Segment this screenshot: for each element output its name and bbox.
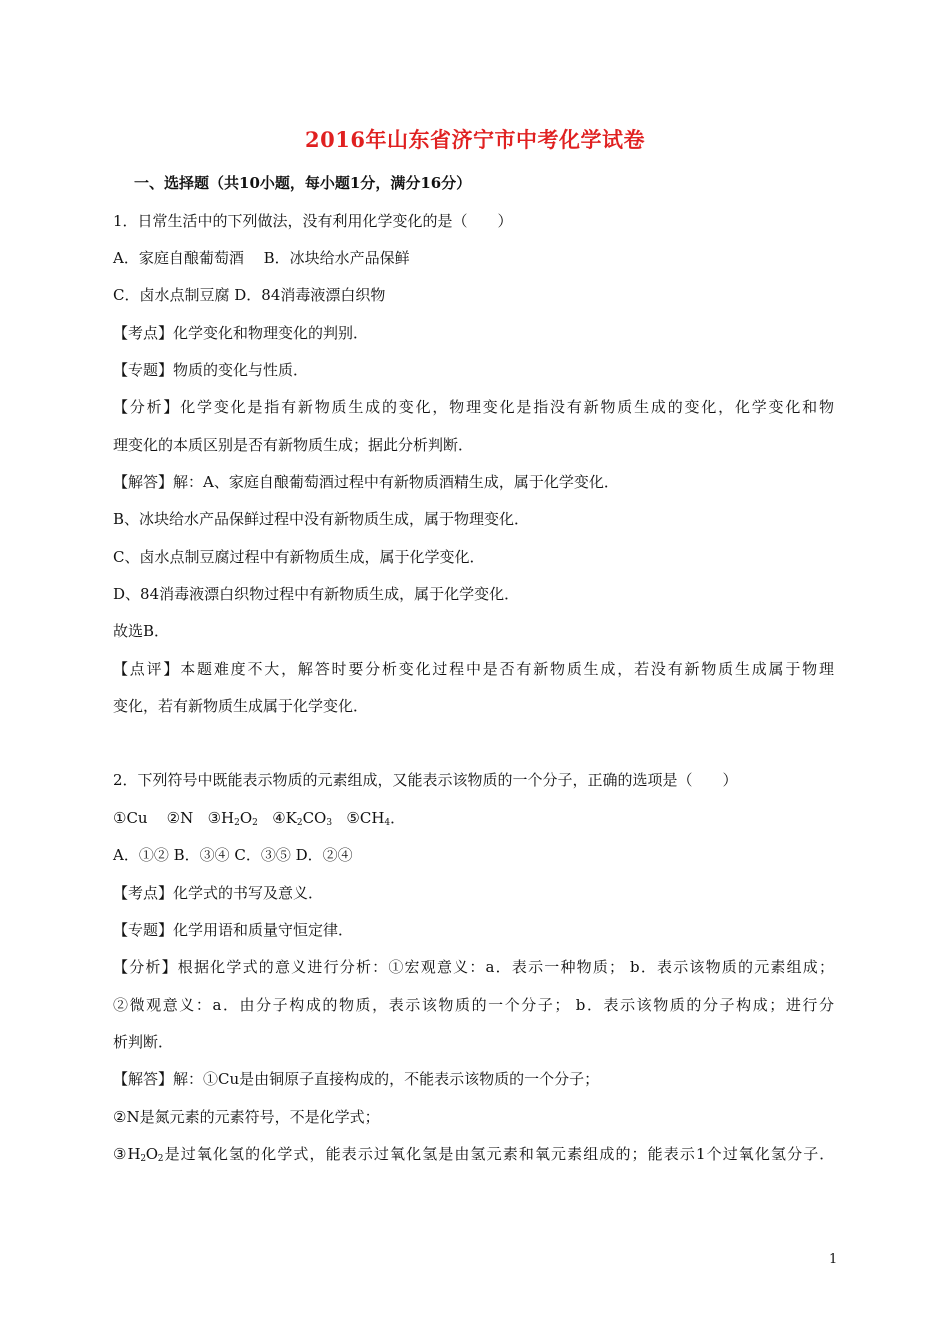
q2-jieda-line2: ②N是氮元素的元素符号，不是化学式； — [113, 1108, 380, 1126]
q1-jieda-line4: D、84消毒液漂白织物过程中有新物质生成，属于化学变化． — [113, 585, 520, 603]
q1-options-cd: C．卤水点制豆腐 D．84消毒液漂白织物 — [113, 286, 386, 304]
q2-jieda-line3: $③H_2O_2$是过氧化氢的化学式，能表示过氧化氢是由氢元素和氧元素组成的；能表示1个过氧化氢分子． — [113, 1145, 835, 1164]
symbol-n: ②N — [166, 809, 194, 827]
q1-zhuanti: 【专题】物质的变化与性质． — [113, 361, 309, 379]
q2-jieda-line1: 【解答】解：①Cu是由铜原子直接构成的，不能表示该物质的一个分子； — [113, 1070, 600, 1088]
q1-fenxi-line2: 理变化的本质区别是否有新物质生成；据此分析判断． — [113, 436, 474, 454]
q2-fenxi-line3: 析判断． — [113, 1033, 174, 1051]
q1-dianping-line2: 变化，若有新物质生成属于化学变化． — [113, 697, 369, 715]
section-heading: 一、选择题（共10小题，每小题1分，满分16分） — [134, 174, 472, 192]
q1-kaodian: 【考点】化学变化和物理变化的判别． — [113, 324, 369, 342]
q2-kaodian: 【考点】化学式的书写及意义． — [113, 884, 324, 902]
q2-symbols: ①Cu ②N $③H_2O_2$ $④K_2CO_3$ $⑤CH_4$． — [113, 809, 406, 828]
q2-zhuanti: 【专题】化学用语和质量守恒定律． — [113, 921, 354, 939]
page-number: 1 — [829, 1252, 838, 1267]
page-title: 2016年山东省济宁市中考化学试卷 — [305, 127, 645, 152]
q2-options: A．①② B．③④ C．③⑤ D．②④ — [113, 846, 353, 864]
q2-stem: 2．下列符号中既能表示物质的元素组成，又能表示该物质的一个分子，正确的选项是（ ） — [113, 771, 738, 789]
q1-jieda-line2: B、冰块给水产品保鲜过程中没有新物质生成，属于物理变化． — [113, 510, 530, 528]
symbol-h2o2: $③H_2O_2$ — [207, 809, 258, 828]
q2-fenxi-line2: ②微观意义：a．由分子构成的物质，表示该物质的一个分子； b．表示该物质的分子构成；进行分 — [113, 996, 834, 1014]
q2-fenxi-line1: 【分析】根据化学式的意义进行分析：①宏观意义：a．表示一种物质； b．表示该物质的元素组成； — [113, 958, 834, 976]
q1-options-ab: A．家庭自酿葡萄酒 B．冰块给水产品保鲜 — [113, 249, 410, 267]
q1-stem: 1．日常生活中的下列做法，没有利用化学变化的是（ ） — [113, 212, 513, 230]
q1-fenxi-line1: 【分析】化学变化是指有新物质生成的变化，物理变化是指没有新物质生成的变化，化学变化和物 — [113, 398, 834, 416]
symbol-k2co3: $④K_2CO_3$ — [272, 809, 333, 828]
symbol-ch4: $⑤CH_4$ — [346, 809, 391, 828]
q1-dianping-line1: 【点评】本题难度不大，解答时要分析变化过程中是否有新物质生成，若没有新物质生成属于物理 — [113, 660, 834, 678]
q1-jieda-line3: C、卤水点制豆腐过程中有新物质生成，属于化学变化． — [113, 548, 485, 566]
q1-jieda-line1: 【解答】解：A、家庭自酿葡萄酒过程中有新物质酒精生成，属于化学变化． — [113, 473, 619, 491]
symbol-cu: ①Cu — [113, 809, 148, 827]
q1-answer: 故选B． — [113, 622, 170, 640]
